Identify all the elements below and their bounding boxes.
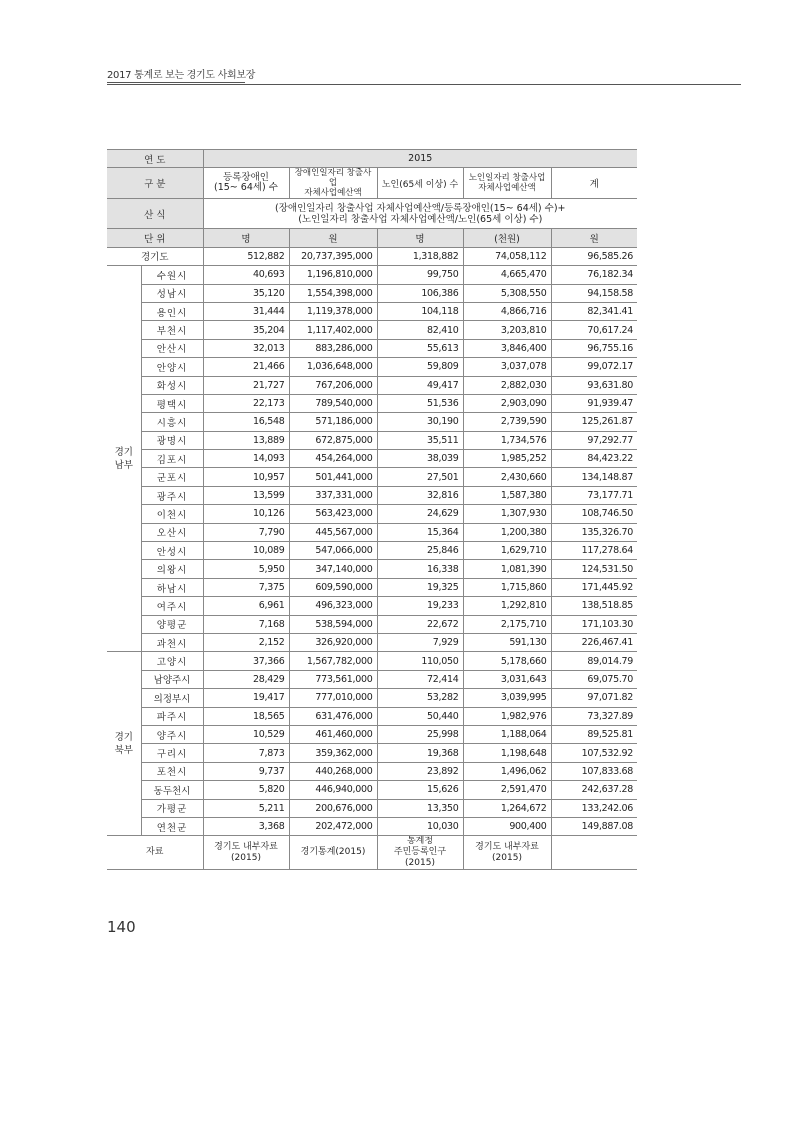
- city-name: 군포시: [141, 468, 203, 486]
- table-cell: 1,188,064: [463, 725, 551, 743]
- running-header: 2017 통계로 보는 경기도 사회보장: [107, 70, 256, 81]
- table-row: [107, 817, 637, 835]
- table-cell: 1,715,860: [463, 578, 551, 596]
- table-cell: 2,882,030: [463, 376, 551, 394]
- table-cell: 1,734,576: [463, 431, 551, 449]
- city-name: 오산시: [141, 523, 203, 541]
- header-rule: [107, 84, 741, 85]
- table-cell: 512,882: [203, 247, 289, 265]
- table-row: [107, 321, 637, 339]
- unit-cell: 원: [551, 229, 637, 247]
- table-cell: 96,755.16: [551, 339, 637, 357]
- table-cell: 125,261.87: [551, 413, 637, 431]
- table-cell: 789,540,000: [289, 394, 377, 412]
- table-cell: 13,889: [203, 431, 289, 449]
- unit-cell: 원: [289, 229, 377, 247]
- table-row: [107, 542, 637, 560]
- table-cell: 1,982,976: [463, 707, 551, 725]
- table-cell: 82,410: [377, 321, 463, 339]
- table-cell: 21,466: [203, 358, 289, 376]
- south-region-label: 경기 남부: [107, 266, 141, 652]
- table-cell: 84,423.22: [551, 450, 637, 468]
- table-cell: 38,039: [377, 450, 463, 468]
- table-cell: 10,089: [203, 542, 289, 560]
- table-cell: 19,325: [377, 578, 463, 596]
- col-disabled-count: [203, 168, 289, 199]
- table-cell: 2,739,590: [463, 413, 551, 431]
- table-row: [107, 615, 637, 633]
- source-cell: 경기통계(2015): [289, 836, 377, 870]
- table-cell: 1,036,648,000: [289, 358, 377, 376]
- statistics-table: [107, 149, 637, 870]
- table-cell: 55,613: [377, 339, 463, 357]
- table-cell: 10,126: [203, 505, 289, 523]
- table-cell: 3,031,643: [463, 670, 551, 688]
- year-row: [107, 150, 637, 168]
- table-cell: 10,957: [203, 468, 289, 486]
- table-cell: 7,790: [203, 523, 289, 541]
- city-name: 의왕시: [141, 560, 203, 578]
- table-row: [107, 799, 637, 817]
- table-cell: 1,119,378,000: [289, 302, 377, 320]
- col-elderly-budget: [463, 168, 551, 199]
- table-cell: 171,445.92: [551, 578, 637, 596]
- formula-label: 산 식: [107, 199, 203, 229]
- table-row: [107, 505, 637, 523]
- table-cell: 200,676,000: [289, 799, 377, 817]
- table-cell: 7,929: [377, 633, 463, 651]
- city-name: 이천시: [141, 505, 203, 523]
- formula-row: [107, 199, 637, 229]
- total-name: 경기도: [107, 247, 203, 265]
- year-label: 연 도: [107, 150, 203, 168]
- table-cell: 107,833.68: [551, 762, 637, 780]
- table-cell: 82,341.41: [551, 302, 637, 320]
- table-cell: 50,440: [377, 707, 463, 725]
- city-name: 여주시: [141, 597, 203, 615]
- table-row: [107, 725, 637, 743]
- city-name: 파주시: [141, 707, 203, 725]
- category-label: 구 분: [107, 168, 203, 199]
- table-cell: 2,175,710: [463, 615, 551, 633]
- city-name: 부천시: [141, 321, 203, 339]
- table-cell: 6,961: [203, 597, 289, 615]
- city-name: 용인시: [141, 302, 203, 320]
- table-cell: 19,417: [203, 689, 289, 707]
- table-cell: 2,591,470: [463, 781, 551, 799]
- table-cell: 5,950: [203, 560, 289, 578]
- table-cell: 13,350: [377, 799, 463, 817]
- table-cell: 20,737,395,000: [289, 247, 377, 265]
- table-cell: 32,013: [203, 339, 289, 357]
- table-row: [107, 302, 637, 320]
- city-name: 평택시: [141, 394, 203, 412]
- table-cell: 96,585.26: [551, 247, 637, 265]
- table-cell: 24,629: [377, 505, 463, 523]
- table-cell: 76,182.34: [551, 266, 637, 284]
- table-cell: 134,148.87: [551, 468, 637, 486]
- source-label: 자료: [107, 836, 203, 870]
- col-disabled-count-text: 등록장애인 (15~ 64세) 수: [214, 172, 278, 194]
- col-disabled-budget-text: 장애인일자리 창출사업 자체사업예산액: [294, 168, 372, 199]
- city-name: 연천군: [141, 817, 203, 835]
- table-cell: 15,364: [377, 523, 463, 541]
- table-cell: 3,203,810: [463, 321, 551, 339]
- table-cell: 1,587,380: [463, 486, 551, 504]
- table-cell: 72,414: [377, 670, 463, 688]
- table-cell: 19,233: [377, 597, 463, 615]
- table-cell: 1,554,398,000: [289, 284, 377, 302]
- table-cell: 16,548: [203, 413, 289, 431]
- table-cell: 7,168: [203, 615, 289, 633]
- formula-text: [203, 199, 637, 229]
- table-cell: 110,050: [377, 652, 463, 670]
- table-cell: 326,920,000: [289, 633, 377, 651]
- city-name: 고양시: [141, 652, 203, 670]
- table-cell: 538,594,000: [289, 615, 377, 633]
- table-cell: 28,429: [203, 670, 289, 688]
- table-cell: 30,190: [377, 413, 463, 431]
- city-name: 광명시: [141, 431, 203, 449]
- table-cell: 10,030: [377, 817, 463, 835]
- table-cell: 70,617.24: [551, 321, 637, 339]
- north-region-label: 경기 북부: [107, 652, 141, 836]
- city-name: 포천시: [141, 762, 203, 780]
- table-row: [107, 450, 637, 468]
- table-row: [107, 358, 637, 376]
- city-name: 수원시: [141, 266, 203, 284]
- table-cell: 18,565: [203, 707, 289, 725]
- city-name: 과천시: [141, 633, 203, 651]
- table-cell: 74,058,112: [463, 247, 551, 265]
- unit-cell: 명: [203, 229, 289, 247]
- source-row: [107, 836, 637, 870]
- city-name: 안산시: [141, 339, 203, 357]
- table-row: [107, 266, 637, 284]
- table-cell: 1,117,402,000: [289, 321, 377, 339]
- table-cell: 35,204: [203, 321, 289, 339]
- city-name: 안양시: [141, 358, 203, 376]
- formula-content: (장애인일자리 창출사업 자체사업예산액/등록장애인(15~ 64세) 수)+ (노인일자리 창출사업 자체사업예산액/노인(65세 이상) 수): [275, 202, 566, 225]
- table-cell: 337,331,000: [289, 486, 377, 504]
- table-cell: 3,037,078: [463, 358, 551, 376]
- table-cell: 25,846: [377, 542, 463, 560]
- table-cell: 97,292.77: [551, 431, 637, 449]
- table-cell: 900,400: [463, 817, 551, 835]
- table-cell: 202,472,000: [289, 817, 377, 835]
- table-cell: 591,130: [463, 633, 551, 651]
- table-cell: 124,531.50: [551, 560, 637, 578]
- table-cell: 149,887.08: [551, 817, 637, 835]
- table-cell: 440,268,000: [289, 762, 377, 780]
- table-cell: 3,368: [203, 817, 289, 835]
- col-elderly-budget-text: 노인일자리 창출사업 자체사업예산액: [468, 173, 546, 194]
- table-cell: 631,476,000: [289, 707, 377, 725]
- table-cell: 1,629,710: [463, 542, 551, 560]
- table-cell: 5,211: [203, 799, 289, 817]
- table-cell: 501,441,000: [289, 468, 377, 486]
- table-row: [107, 781, 637, 799]
- table-cell: 35,511: [377, 431, 463, 449]
- table-cell: 10,529: [203, 725, 289, 743]
- table-row: [107, 339, 637, 357]
- table-cell: 347,140,000: [289, 560, 377, 578]
- city-name: 안성시: [141, 542, 203, 560]
- table-cell: 609,590,000: [289, 578, 377, 596]
- table-cell: 1,264,672: [463, 799, 551, 817]
- table-cell: 461,460,000: [289, 725, 377, 743]
- table-cell: 133,242.06: [551, 799, 637, 817]
- table-row: [107, 670, 637, 688]
- table-cell: 22,672: [377, 615, 463, 633]
- city-name: 구리시: [141, 744, 203, 762]
- table-cell: 53,282: [377, 689, 463, 707]
- table-cell: 15,626: [377, 781, 463, 799]
- table-cell: 25,998: [377, 725, 463, 743]
- table-cell: 117,278.64: [551, 542, 637, 560]
- page-number: 140: [107, 918, 136, 936]
- table-cell: 35,120: [203, 284, 289, 302]
- table-cell: 135,326.70: [551, 523, 637, 541]
- table-cell: 571,186,000: [289, 413, 377, 431]
- table-cell: 108,746.50: [551, 505, 637, 523]
- unit-cell: (천원): [463, 229, 551, 247]
- table-cell: 171,103.30: [551, 615, 637, 633]
- table-row: [107, 431, 637, 449]
- table-cell: 22,173: [203, 394, 289, 412]
- table-cell: 16,338: [377, 560, 463, 578]
- city-name: 김포시: [141, 450, 203, 468]
- table-cell: 5,178,660: [463, 652, 551, 670]
- source-cell: 경기도 내부자료 (2015): [203, 836, 289, 870]
- table-row: [107, 523, 637, 541]
- unit-label: 단 위: [107, 229, 203, 247]
- table-cell: 73,327.89: [551, 707, 637, 725]
- total-row: [107, 247, 637, 265]
- table-cell: 13,599: [203, 486, 289, 504]
- table-cell: 49,417: [377, 376, 463, 394]
- table-cell: 69,075.70: [551, 670, 637, 688]
- table-cell: 1,985,252: [463, 450, 551, 468]
- table-cell: 777,010,000: [289, 689, 377, 707]
- table-cell: 32,816: [377, 486, 463, 504]
- table-cell: 226,467.41: [551, 633, 637, 651]
- year-value: 2015: [203, 150, 637, 168]
- col-total: 계: [551, 168, 637, 199]
- header-rule-accent: [107, 82, 245, 83]
- table-cell: 7,873: [203, 744, 289, 762]
- table-row: [107, 689, 637, 707]
- table-cell: 767,206,000: [289, 376, 377, 394]
- table-cell: 93,631.80: [551, 376, 637, 394]
- table-cell: 454,264,000: [289, 450, 377, 468]
- category-row: [107, 168, 637, 199]
- table-row: [107, 762, 637, 780]
- city-name: 화성시: [141, 376, 203, 394]
- table-cell: 496,323,000: [289, 597, 377, 615]
- table-cell: 2,903,090: [463, 394, 551, 412]
- table-cell: 242,637.28: [551, 781, 637, 799]
- table-cell: 107,532.92: [551, 744, 637, 762]
- city-name: 의정부시: [141, 689, 203, 707]
- table-cell: 2,430,660: [463, 468, 551, 486]
- table-cell: 5,820: [203, 781, 289, 799]
- table-row: [107, 633, 637, 651]
- unit-cell: 명: [377, 229, 463, 247]
- table-cell: 883,286,000: [289, 339, 377, 357]
- table-row: [107, 578, 637, 596]
- table-row: [107, 468, 637, 486]
- table-row: [107, 707, 637, 725]
- city-name: 동두천시: [141, 781, 203, 799]
- col-elderly-count: 노인(65세 이상) 수: [377, 168, 463, 199]
- source-cell: [551, 836, 637, 870]
- table-cell: 1,200,380: [463, 523, 551, 541]
- table-cell: 547,066,000: [289, 542, 377, 560]
- table-cell: 4,665,470: [463, 266, 551, 284]
- source-cell: 경기도 내부자료 (2015): [463, 836, 551, 870]
- table-row: [107, 413, 637, 431]
- table-cell: 359,362,000: [289, 744, 377, 762]
- table-cell: 1,496,062: [463, 762, 551, 780]
- city-name: 시흥시: [141, 413, 203, 431]
- table-cell: 445,567,000: [289, 523, 377, 541]
- city-name: 가평군: [141, 799, 203, 817]
- table-cell: 4,866,716: [463, 302, 551, 320]
- table-cell: 31,444: [203, 302, 289, 320]
- table-cell: 94,158.58: [551, 284, 637, 302]
- city-name: 하남시: [141, 578, 203, 596]
- table-cell: 3,846,400: [463, 339, 551, 357]
- table-cell: 773,561,000: [289, 670, 377, 688]
- table-cell: 1,567,782,000: [289, 652, 377, 670]
- table-cell: 27,501: [377, 468, 463, 486]
- table-row: [107, 597, 637, 615]
- table-cell: 563,423,000: [289, 505, 377, 523]
- table-cell: 40,693: [203, 266, 289, 284]
- table-row: [107, 284, 637, 302]
- table-cell: 1,318,882: [377, 247, 463, 265]
- table-row: [107, 486, 637, 504]
- table-cell: 1,292,810: [463, 597, 551, 615]
- table-row: [107, 652, 637, 670]
- table-cell: 672,875,000: [289, 431, 377, 449]
- table-cell: 1,081,390: [463, 560, 551, 578]
- city-name: 성남시: [141, 284, 203, 302]
- table-cell: 2,152: [203, 633, 289, 651]
- city-name: 남양주시: [141, 670, 203, 688]
- table-cell: 19,368: [377, 744, 463, 762]
- table-cell: 37,366: [203, 652, 289, 670]
- city-name: 양주시: [141, 725, 203, 743]
- table-cell: 89,525.81: [551, 725, 637, 743]
- table-cell: 1,198,648: [463, 744, 551, 762]
- table-cell: 97,071.82: [551, 689, 637, 707]
- table-cell: 9,737: [203, 762, 289, 780]
- table-cell: 89,014.79: [551, 652, 637, 670]
- table-cell: 99,072.17: [551, 358, 637, 376]
- table-row: [107, 376, 637, 394]
- table-cell: 1,307,930: [463, 505, 551, 523]
- table-cell: 3,039,995: [463, 689, 551, 707]
- table-cell: 1,196,810,000: [289, 266, 377, 284]
- table-cell: 106,386: [377, 284, 463, 302]
- table-cell: 446,940,000: [289, 781, 377, 799]
- unit-row: [107, 229, 637, 247]
- table-cell: 5,308,550: [463, 284, 551, 302]
- table-cell: 59,809: [377, 358, 463, 376]
- table-row: [107, 394, 637, 412]
- col-disabled-budget: [289, 168, 377, 199]
- table-cell: 138,518.85: [551, 597, 637, 615]
- table-row: [107, 744, 637, 762]
- source-cell: 통계청 주민등록인구 (2015): [377, 836, 463, 870]
- table-row: [107, 560, 637, 578]
- city-name: 광주시: [141, 486, 203, 504]
- table-cell: 23,892: [377, 762, 463, 780]
- table-cell: 91,939.47: [551, 394, 637, 412]
- table-cell: 99,750: [377, 266, 463, 284]
- table-cell: 7,375: [203, 578, 289, 596]
- table-cell: 73,177.71: [551, 486, 637, 504]
- table-cell: 51,536: [377, 394, 463, 412]
- table-cell: 104,118: [377, 302, 463, 320]
- table-cell: 14,093: [203, 450, 289, 468]
- table-cell: 21,727: [203, 376, 289, 394]
- city-name: 양평군: [141, 615, 203, 633]
